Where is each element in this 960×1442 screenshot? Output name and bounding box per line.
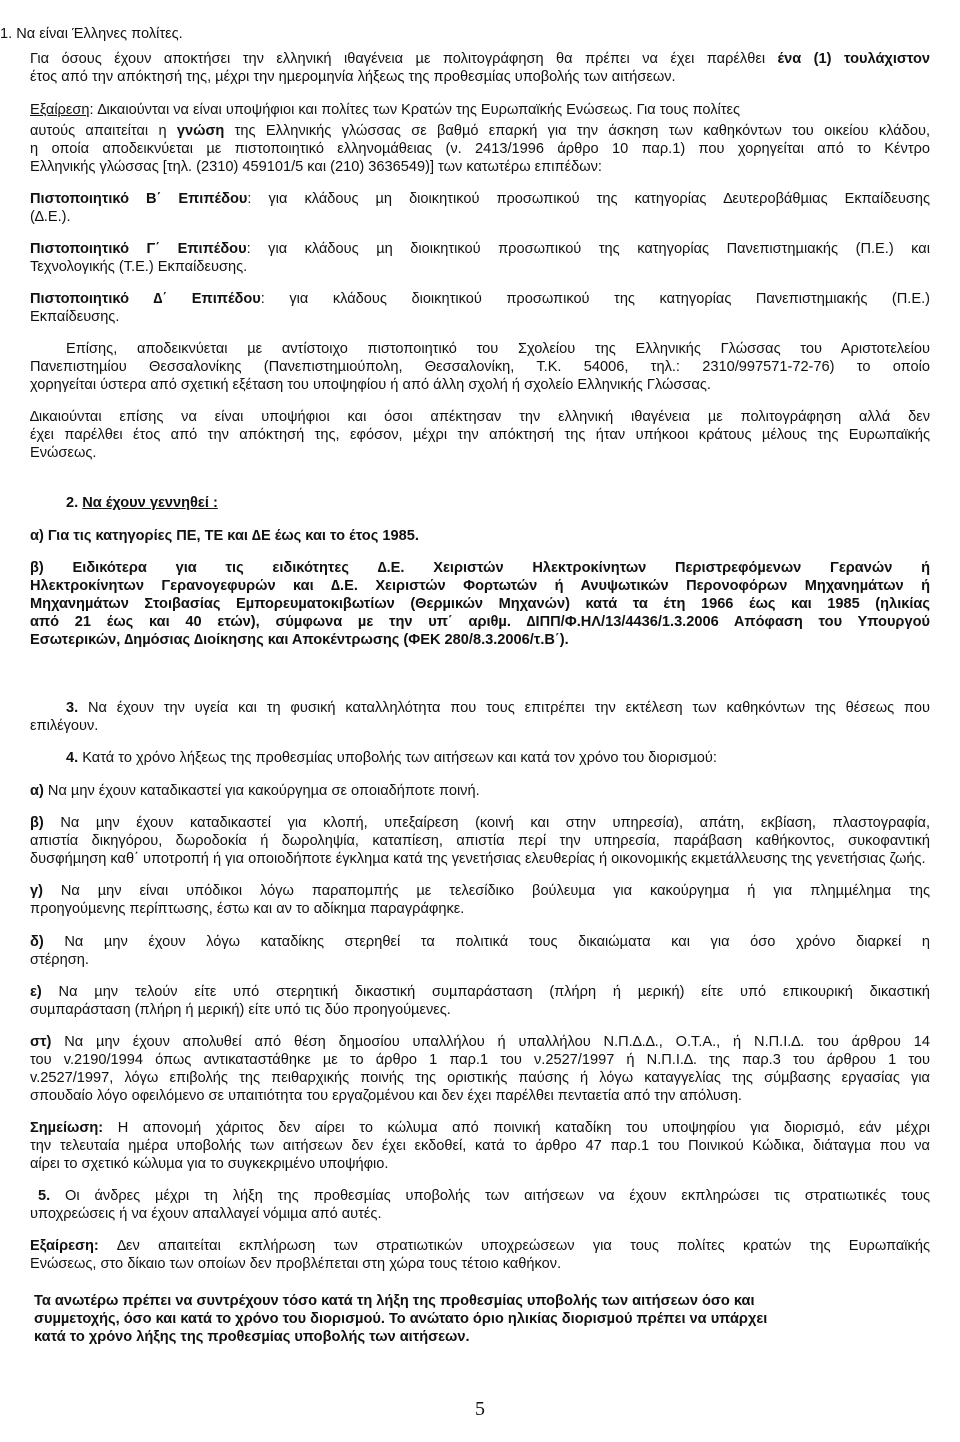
text-run: δυσφήµηση καθ΄ υποτροπή ή για οποιοδήποτε έγκληµα κατά της γενετήσιας ελευθερίας ή οικονοµικής εκµετάλλευσης της γενετήσιας ζωής.: [30, 851, 926, 867]
text-run: Ενώσεως.: [30, 445, 97, 461]
text-line: [30, 1137, 930, 1155]
text-line: [30, 68, 930, 86]
text-run: συµπαράσταση (πλήρη ή µερική) είτε υπό τις δύο προηγούµενες.: [30, 1002, 451, 1018]
text-line: [30, 140, 930, 158]
text-line: [30, 782, 930, 800]
text-line: [38, 1187, 930, 1205]
text-run: Εκπαίδευσης.: [30, 309, 120, 325]
text-run: v.2527/1997, λόγω επιβολής της πειθαρχικής ποινής της οριστικής παύσης ή λόγω καταγγελίας της σύµβασης εργασίας για: [30, 1070, 930, 1086]
text-run: στ): [30, 1034, 52, 1050]
text-run: Ελληνικής γλώσσας [τηλ. (2310) 459101/5 και (210) 3636549)] των κατωτέρω επιπέδων:: [30, 159, 602, 175]
text-line: [34, 1310, 930, 1328]
text-line: [30, 631, 930, 649]
text-run: 4.: [66, 750, 79, 766]
text-line: [34, 1292, 930, 1310]
text-run: κατά το χρόνο λήξης της προθεσµίας υποβολής των αιτήσεων.: [34, 1329, 470, 1345]
text-run: απιστία δικηγόρου, δωροδοκία ή δωροληψία, καταπίεση, απιστία περί την υπηρεσία, παράβαση καθήκοντος, συκοφαντική: [30, 833, 930, 849]
text-line: [30, 1119, 930, 1137]
text-run: συµµετοχής, όσο και κατά το χρόνο του διορισµού. Το ανώτατο όριο ηλικίας διορισµού πρέπει να υπάρχει: [34, 1311, 768, 1327]
text-line: [30, 1155, 930, 1173]
text-line: [30, 1001, 930, 1019]
text-run: της Ελληνικής γλώσσας σε βαθµό επαρκή για την άσκηση των καθηκόντων του οικείου κλάδου,: [224, 123, 930, 139]
text-run: Ηλεκτροκίνητων Γερανογεφυρών και ∆.Ε. Χειριστών Φορτωτών ή Ανυψωτικών Περονοφόρων Μηχανηµάτων ή: [30, 578, 930, 594]
text-line: [30, 208, 930, 226]
text-line: [30, 577, 930, 595]
text-line: [30, 832, 930, 850]
text-run: δ): [30, 934, 44, 950]
text-run: Ενώσεως, στο δίκαιο των οποίων δεν προβλέπεται στη χώρα τους τέτοιο καθήκον.: [30, 1256, 562, 1272]
text-run: Εσωτερικών, ∆ηµόσιας ∆ιοίκησης και Αποκέντρωσης (ΦΕΚ 280/8.3.2006/τ.Β΄).: [30, 632, 569, 648]
text-line: [30, 426, 930, 444]
text-line: [30, 559, 930, 577]
text-run: Επίσης, αποδεικνύεται µε αντίστοιχο πιστοποιητικό του Σχολείου της Ελληνικής Γλώσσας του Αριστοτελείου: [66, 341, 930, 357]
text-run: η οποία αποδεικνύεται µε πιστοποιητικό ελληνοµάθειας (ν. 2413/1996 άρθρο 10 παρ.1) που χορηγείται από το Κέντρο: [30, 141, 930, 157]
text-run: 2.: [66, 495, 83, 511]
text-run: Να έχουν γεννηθεί :: [82, 495, 218, 511]
text-run: : για κλάδους µη διοικητικού προσωπικού της κατηγορίας ∆ευτεροβάθµιας Εκπαίδευσης: [247, 191, 930, 207]
text-line: [30, 122, 930, 140]
page-number: 5: [475, 1398, 485, 1420]
text-run: προηγούµενης περίπτωσης, έστω και αν το αδίκηµα παραγράφηκε.: [30, 901, 465, 917]
text-line: [34, 1328, 930, 1346]
text-run: Τεχνολογικής (Τ.Ε.) Εκπαίδευσης.: [30, 259, 248, 275]
text-line: [30, 717, 930, 735]
text-line: [30, 527, 930, 545]
text-line: [30, 258, 930, 276]
text-run: α): [30, 783, 44, 799]
text-run: 5.: [38, 1188, 51, 1204]
text-line: [30, 240, 930, 258]
text-run: Να έχουν την υγεία και τη φυσική καταλληλότητα που τους επιτρέπει την εκτέλεση των καθηκόντων της θέσεως που: [88, 700, 930, 716]
text-run: αίρει το σχετικό κώλυµα για το συγκεκριµένο υποψήφιο.: [30, 1156, 389, 1172]
text-run: επιλέγουν.: [30, 718, 99, 734]
text-run: : για κλάδους διοικητικού προσωπικού της κατηγορίας Πανεπιστηµιακής (Π.Ε.): [260, 291, 931, 307]
text-line: [30, 1069, 930, 1087]
text-run: ∆εν απαιτείται εκπλήρωση των στρατιωτικών υποχρεώσεων για τους πολίτες κρατών της Ευρωπαϊκής: [98, 1238, 930, 1254]
text-line: [30, 444, 930, 462]
text-line: [30, 1205, 930, 1223]
text-run: ∆ικαιούνται επίσης να είναι υποψήφιοι και όσοι απέκτησαν την ελληνική ιθαγένεια µε πολιτογράφηση αλλά δεν: [30, 409, 930, 425]
text-run: Να µην έχουν λόγω καταδίκης στερηθεί τα πολιτικά τους δικαιώµατα και για όσο χρόνο διαρκεί η: [43, 934, 930, 950]
text-line: [30, 190, 930, 208]
text-run: υποχρεώσεις ή να έχουν απαλλαγεί νόµιµα από αυτές.: [30, 1206, 382, 1222]
text-run: του v.2190/1994 όπως αντικαταστάθηκε µε το άρθρο 1 παρ.1 του ν.2527/1997 ή Ν.Π.Ι.∆. της παρ.3 του άρθρου 1 του: [30, 1052, 930, 1068]
text-run: χορηγείται ύστερα από σχετική εξέταση του υποψηφίου ή από άλλη σχολή ή σχολείο Ελληνικής Γλώσσας.: [30, 377, 711, 393]
text-run: αυτούς απαιτείται η: [30, 123, 177, 139]
text-run: Να µην τελούν είτε υπό στερητική δικαστική συµπαράσταση (πλήρη ή µερική) είτε υπό επικουρική δικαστική: [41, 984, 930, 1000]
text-run: : για κλάδους µη διοικητικού προσωπικού της κατηγορίας Πανεπιστηµιακής (Π.Ε.) και: [246, 241, 930, 257]
text-run: Να µην έχουν απολυθεί από θέση δηµοσίου υπαλλήλου ή υπαλλήλου Ν.Π.∆.∆., Ο.Τ.Α., ή Ν.Π.Ι.∆. του άρθρου 14: [51, 1034, 930, 1050]
text-run: Πιστοποιητικό Γ΄ Επιπέδου: [30, 241, 247, 257]
text-line: [30, 101, 930, 119]
text-line: [30, 933, 930, 951]
text-line: [66, 340, 930, 358]
text-run: Πιστοποιητικό ∆΄ Επιπέδου: [30, 291, 261, 307]
text-line: [30, 1087, 930, 1105]
text-run: Να µην είναι υπόδικοι λόγω παραποµπής µε τελεσίδικο βούλευµα για κακούργηµα ή για πληµµέληµα της: [42, 883, 930, 899]
text-line: [30, 613, 930, 631]
text-line: [30, 595, 930, 613]
text-line: [30, 1255, 930, 1273]
text-line: [30, 50, 930, 68]
text-line: [66, 699, 930, 717]
text-line: [66, 749, 930, 767]
text-line: [30, 900, 930, 918]
text-run: Σηµείωση:: [30, 1120, 104, 1136]
text-line: [30, 376, 930, 394]
text-run: γ): [30, 883, 43, 899]
text-run: Πιστοποιητικό Β΄ Επιπέδου: [30, 191, 248, 207]
text-line: [30, 983, 930, 1001]
text-run: β) Ειδικότερα για τις ειδικότητες ∆.Ε. Χειριστών Ηλεκτροκίνητων Περιστρεφόµενων Γερανών ή: [30, 560, 930, 576]
text-run: Οι άνδρες µέχρι τη λήξη της προθεσµίας υποβολής των αιτήσεων να έχουν εκπληρώσει τις στρατιωτικές τους: [50, 1188, 930, 1204]
text-line: [30, 1033, 930, 1051]
text-line: [30, 882, 930, 900]
text-run: ένα (1) τουλάχιστον: [777, 51, 930, 67]
text-run: Πανεπιστηµίου Θεσσαλονίκης (Πανεπιστηµιούπολη, Θεσσαλονίκη, Τ.Κ. 54006, τηλ.: 2310/997571-72-76) το οποίο: [30, 359, 930, 375]
text-run: Να µην έχουν καταδικαστεί για κακούργηµα σε οποιαδήποτε ποινή.: [43, 783, 480, 799]
text-run: Να µην έχουν καταδικαστεί για κλοπή, υπεξαίρεση (κοινή και στην υπηρεσία), απάτη, εκβίαση, πλαστογραφία,: [43, 815, 930, 831]
text-run: γνώση: [176, 123, 225, 139]
text-line: [30, 1051, 930, 1069]
text-run: α) Για τις κατηγορίες ΠΕ, ΤΕ και ∆Ε έως και το έτος 1985.: [30, 528, 419, 544]
text-run: Τα ανωτέρω πρέπει να συντρέχουν τόσο κατά τη λήξη της προθεσµίας υποβολής των αιτήσεων όσο και: [34, 1293, 755, 1309]
text-run: στέρηση.: [30, 952, 89, 968]
text-run: Κατά το χρόνο λήξεως της προθεσµίας υποβολής των αιτήσεων και κατά τον χρόνο του διορισµού:: [78, 750, 717, 766]
text-line: [30, 850, 930, 868]
text-run: β): [30, 815, 44, 831]
text-line: [30, 951, 930, 969]
text-run: σπουδαίο λόγο οφειλόµενο σε υπαιτιότητα του εργαζοµένου και δεν έχει παρέλθει πενταετία από την απόλυση.: [30, 1088, 742, 1104]
text-line: [30, 1237, 930, 1255]
text-run: Για όσους έχουν αποκτήσει την ελληνική ιθαγένεια µε πολιτογράφηση θα πρέπει να έχει παρέλθει: [30, 51, 778, 67]
text-run: 1. Να είναι Έλληνες πολίτες.: [0, 26, 183, 42]
text-run: 3.: [66, 700, 88, 716]
text-run: Μηχανηµάτων Στοιβασίας Εµπορευµατοκιβωτίων (Θερµικών Μηχανών) κατά τα έτη 1966 έως και 1985 (ηλικίας: [30, 596, 930, 612]
text-line: [30, 290, 930, 308]
text-run: Η απονοµή χάριτος δεν αίρει το κώλυµα από ποινική καταδίκη του υποψηφίου για διορισµό, εάν µέχρι: [103, 1120, 930, 1136]
text-run: : ∆ικαιούνται να είναι υποψήφιοι και πολίτες των Κρατών της Ευρωπαϊκής Ενώσεως. Για τους πολίτες: [89, 102, 741, 118]
text-line: [0, 25, 930, 43]
text-line: [30, 308, 930, 326]
text-line: [30, 814, 930, 832]
text-run: Εξαίρεση:: [30, 1238, 99, 1254]
text-line: [30, 158, 930, 176]
text-run: Εξαίρεση: [30, 102, 90, 118]
text-run: ε): [30, 984, 42, 1000]
text-run: από 21 έως και 40 ετών), σύµφωνα µε την υπ΄ αριθµ. ∆ΙΠΠ/Φ.ΗΛ/13/4436/1.3.2006 Απόφαση του Υπουργού: [30, 614, 930, 630]
text-line: [30, 358, 930, 376]
text-run: την τελευταία ηµέρα υποβολής των αιτήσεων δεν έχει εκδοθεί, κατά το άρθρο 47 παρ.1 του Ποινικού Κώδικα, διάταγµα που να: [30, 1138, 930, 1154]
text-run: έχει παρέλθει έτος από την απόκτησή της, εφόσον, µέχρι την απόκτησή της ήταν υπήκοοι κράτους µέλους της Ευρωπαϊκής: [30, 427, 930, 443]
text-line: [30, 408, 930, 426]
text-line: [66, 494, 930, 512]
text-run: (∆.Ε.).: [30, 209, 71, 225]
text-run: έτος από την απόκτησή της, µέχρι την ηµεροµηνία λήξεως της προθεσµίας υποβολής των αιτήσεων.: [30, 69, 676, 85]
